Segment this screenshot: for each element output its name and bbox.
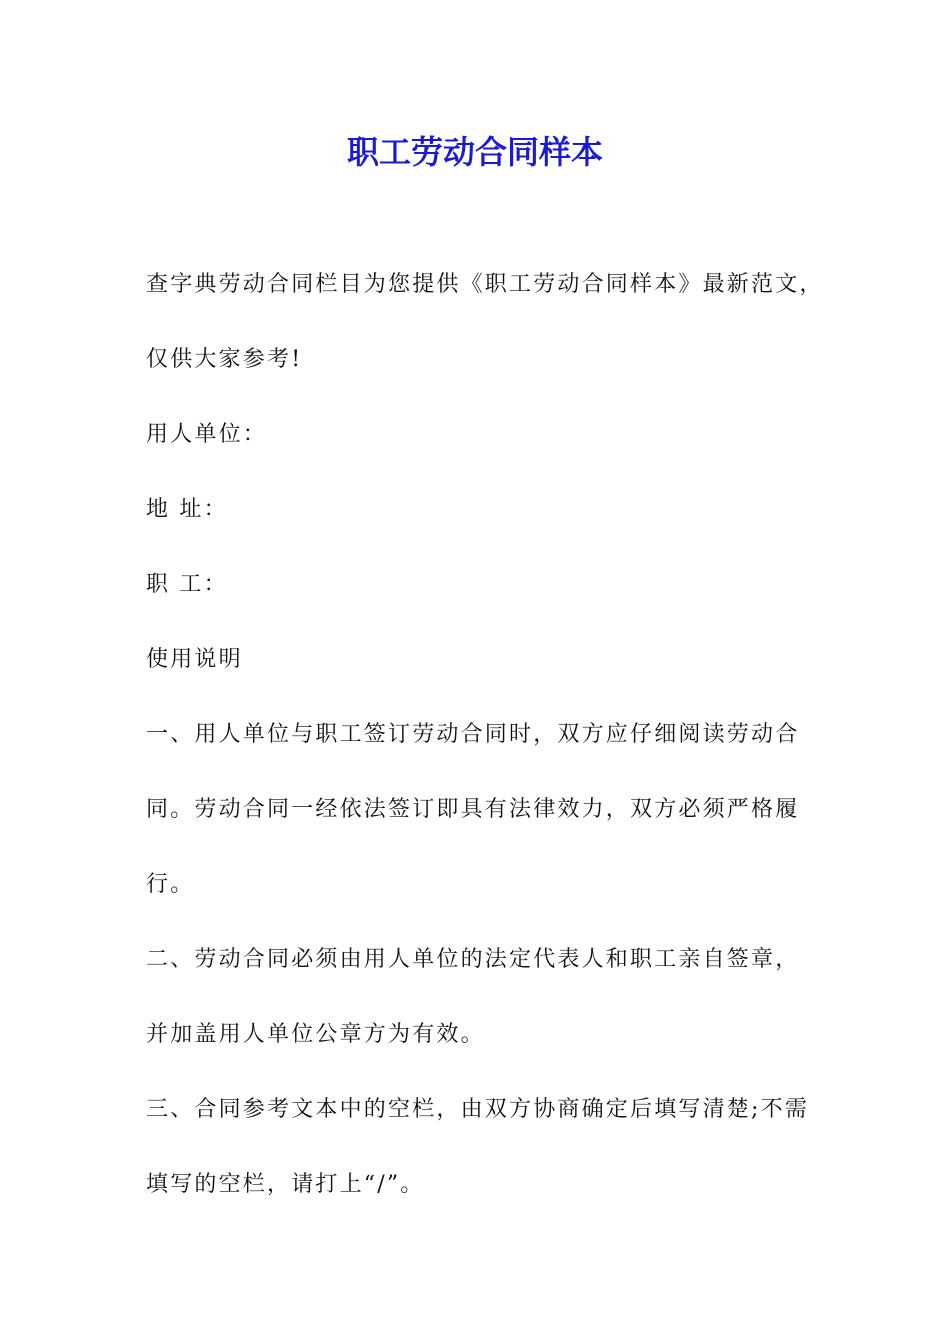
instruction-2-line-2: 并加盖用人单位公章方为有效。 [146,1022,485,1047]
instruction-2-line-1: 二、劳动合同必须由用人单位的法定代表人和职工亲自签章， [146,947,800,972]
intro-line-1: 查字典劳动合同栏目为您提供《职工劳动合同样本》最新范文， [146,272,824,297]
instruction-1-line-3: 行。 [146,872,195,897]
instruction-3-line-1: 三、合同参考文本中的空栏，由双方协商确定后填写清楚;不需 [146,1097,810,1122]
instruction-3-line-2: 填写的空栏，请打上“/”。 [146,1172,425,1197]
instruction-1-line-2: 同。劳动合同一经依法签订即具有法律效力，双方必须严格履 [146,797,800,822]
instructions-heading: 使用说明 [146,647,243,672]
intro-line-2: 仅供大家参考! [146,347,303,372]
document-title: 职工劳动合同样本 [346,133,603,171]
instruction-1-line-1: 一、用人单位与职工签订劳动合同时，双方应仔细阅读劳动合 [146,722,800,747]
employer-field-label: 用人单位： [146,422,268,447]
employee-field-label: 职 工： [146,572,228,597]
document-body [146,266,824,1241]
address-field-label: 地 址： [146,497,228,522]
